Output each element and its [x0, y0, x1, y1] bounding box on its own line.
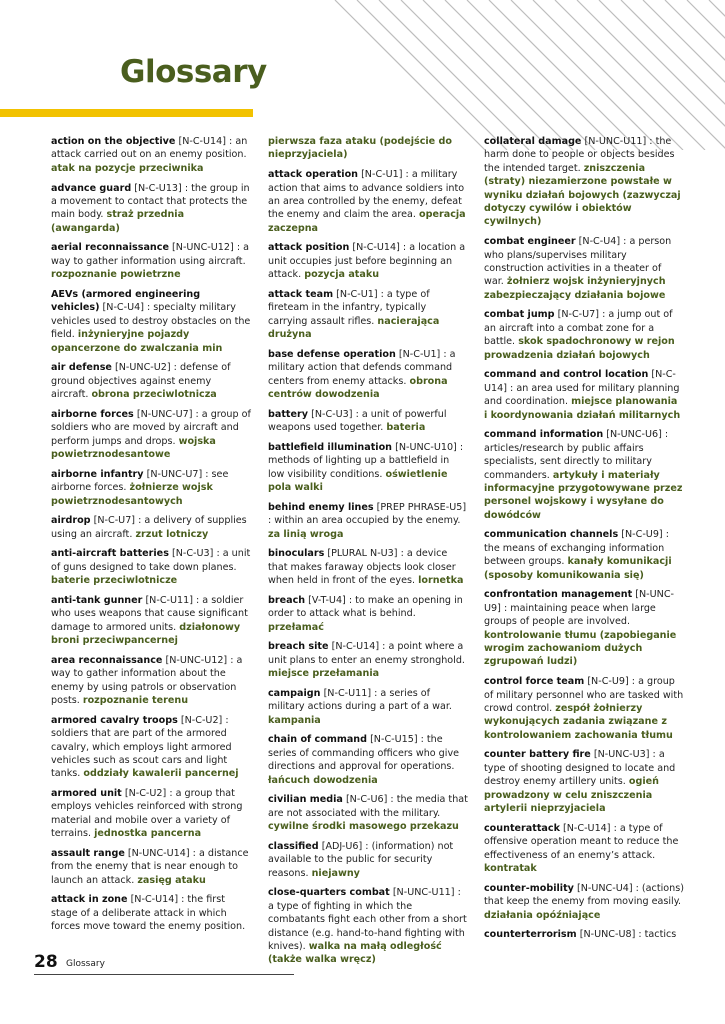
grammar-code: [PLURAL N-U3] — [327, 548, 398, 560]
grammar-code: [N-C-U3] — [311, 408, 353, 420]
glossary-term: aerial reconnaissance — [51, 242, 169, 254]
glossary-term: combat engineer — [484, 236, 576, 248]
polish-translation: zespół żołnierzy wykonujących zadania związane z kontrolowaniem zachowania tłumu — [484, 702, 673, 741]
glossary-entry — [268, 733, 468, 787]
polish-translation: rozpoznanie powietrzne — [51, 269, 181, 281]
polish-translation: niejawny — [311, 867, 360, 879]
glossary-term: airdrop — [51, 515, 91, 527]
polish-translation: oświetlenie pola walki — [268, 468, 448, 494]
glossary-term: close-quarters combat — [268, 887, 390, 899]
grammar-code: [N-UNC-U6] — [606, 429, 662, 441]
grammar-code: [N-UNC-U8] — [579, 929, 636, 941]
glossary-entry — [484, 882, 684, 922]
glossary-term: chain of command — [268, 734, 367, 746]
glossary-term: attack position — [268, 242, 350, 254]
grammar-code: [N-C-U4] — [102, 302, 144, 314]
glossary-entry — [484, 822, 684, 876]
definition: : a soldier who uses weapons that cause significant damage to armored units. — [51, 594, 248, 633]
definition: : an attack carried out on an enemy position. — [51, 136, 248, 161]
grammar-code: [N-UNC-U7] — [136, 408, 193, 420]
glossary-term: collateral damage — [484, 136, 582, 147]
definition: : a person who plans/supervises military construction activities in a theater of war. — [484, 236, 672, 288]
definition: : maintaining peace when large groups of people are involved. — [484, 602, 656, 628]
polish-translation: miejsce przełamania — [268, 668, 380, 680]
definition: : the group in a movement to contact that protects the main body. — [51, 182, 250, 221]
grammar-code: [N-C-U2] — [180, 714, 223, 726]
glossary-entry — [268, 348, 468, 402]
definition: : a unit of guns designed to take down planes. — [51, 548, 251, 573]
glossary-term: armored unit — [51, 788, 122, 800]
grammar-code: [N-C-U4] — [578, 236, 621, 248]
glossary-term: confrontation management — [484, 589, 633, 601]
definition: : a group of soldiers who are moved by aircraft and perform jumps and drops. — [51, 408, 251, 447]
glossary-entry — [484, 748, 684, 815]
polish-translation: skok spadochronowy w rejon prowadzenia działań bojowych — [484, 336, 675, 361]
glossary-entry — [268, 687, 468, 727]
glossary-entry — [484, 308, 684, 362]
glossary-entry — [51, 594, 251, 648]
grammar-code: [N-C-U7] — [93, 515, 136, 527]
definition: : a type of fighting in which the combatants fight each other from a short distance (e.g. hand-to-hand fighting with knives). — [268, 887, 467, 952]
polish-translation: wojska powietrznodesantowe — [51, 435, 216, 461]
definition: : the first stage of a deliberate attack in which forces move toward the enemy position. — [51, 894, 246, 933]
glossary-term: counter battery fire — [484, 749, 591, 761]
glossary-entry — [51, 893, 251, 933]
glossary-entry — [484, 135, 684, 229]
definition: : a military action that defends command centers from enemy attacks. — [268, 348, 456, 387]
glossary-term: base defense operation — [268, 348, 396, 360]
grammar-code: [N-UNC-U9] — [484, 589, 675, 614]
polish-translation: straż przednia (awangarda) — [51, 209, 185, 234]
glossary-entry — [51, 408, 251, 462]
glossary-entry — [268, 501, 468, 541]
definition: : articles/research by public affairs specialists, sent directly to military commanders. — [484, 429, 669, 481]
polish-translation: artykuły i materiały informacyjne przygotowywane przez personel wojskowy i wysyłane do dowódców — [484, 469, 683, 521]
glossary-entry — [268, 793, 468, 833]
definition: : the series of commanding officers who give directions and approval for operations. — [268, 734, 460, 773]
polish-translation: kampania — [268, 714, 321, 726]
polish-translation: jednostka pancerna — [94, 828, 202, 840]
glossary-column-3 — [484, 135, 684, 948]
polish-translation: działania opóźniające — [484, 909, 601, 921]
definition: : (information) not available to the public for security reasons. — [268, 840, 454, 879]
grammar-code: [N-C-U11] — [145, 594, 193, 606]
glossary-term: breach site — [268, 641, 329, 653]
grammar-code: [N-C-U11] — [323, 687, 372, 699]
glossary-entry — [268, 288, 468, 342]
glossary-entry — [51, 468, 251, 508]
definition: : a way to gather information about the enemy by using patrols or observation posts. — [51, 654, 243, 706]
glossary-entry — [268, 168, 468, 235]
definition: : defense of ground objectives against enemy aircraft. — [51, 362, 231, 401]
polish-translation: obrona centrów dowodzenia — [268, 375, 448, 401]
glossary-column-1 — [51, 135, 251, 940]
definition: : a group that employs vehicles reinforced with strong material and mobile over a variety of terrains. — [51, 788, 243, 840]
glossary-entry — [268, 640, 468, 680]
definition: : a location a unit occupies just before beginning an attack. — [268, 242, 466, 281]
glossary-term: AEVs (armored engineering vehicles) — [51, 288, 201, 314]
definition: : a distance from the enemy that is near enough to launch an attack. — [51, 847, 249, 886]
grammar-code: [N-UNC-U3] — [593, 749, 650, 761]
glossary-entry — [51, 361, 251, 401]
footer-label: Glossary — [66, 959, 105, 969]
definition: : soldiers that are part of the armored cavalry, which employs light armored vehicles such as scout cars and light tanks. — [51, 714, 232, 780]
polish-translation: obrona przeciwlotnicza — [91, 389, 217, 401]
polish-translation: kontratak — [484, 862, 537, 874]
polish-translation: żołnierze wojsk powietrznodesantowych — [51, 482, 213, 507]
glossary-entry — [51, 847, 251, 887]
polish-translation: działonowy broni przeciwpancernej — [51, 621, 241, 647]
grammar-code: [N-C-U13] — [134, 182, 182, 194]
glossary-column-2 — [268, 135, 468, 973]
polish-translation: pozycja ataku — [304, 269, 380, 281]
glossary-term: battery — [268, 408, 309, 420]
definition: : within an area occupied by the enemy. — [268, 515, 461, 527]
glossary-entry — [51, 547, 251, 587]
grammar-code: [N-C-U14] — [352, 242, 400, 254]
page-title: Glossary — [120, 54, 267, 90]
glossary-entry — [51, 241, 251, 281]
glossary-entry — [268, 135, 468, 162]
definition: : a unit of powerful weapons used together. — [268, 408, 447, 434]
grammar-code: [N-C-U6] — [345, 794, 388, 806]
glossary-entry — [51, 654, 251, 708]
definition: : a type of offensive operation meant to reduce the effectiveness of an enemy’s attack. — [484, 822, 679, 861]
polish-translation: żołnierz wojsk inżynieryjnych zabezpieczający działania bojowe — [484, 276, 666, 301]
diagonal-stripes-decoration — [325, 0, 725, 150]
definition: : a series of military actions during a part of a war. — [268, 687, 452, 713]
glossary-term: command and control location — [484, 369, 649, 381]
glossary-entry — [51, 135, 251, 175]
glossary-entry — [268, 886, 468, 966]
definition: : a device that makes faraway objects look closer when held in front of the eyes. — [268, 548, 456, 587]
definition: : see airborne forces. — [51, 468, 229, 494]
definition: : the means of exchanging information between groups. — [484, 529, 669, 568]
polish-translation: łańcuch dowodzenia — [268, 774, 378, 786]
definition: : to make an opening in order to attack what is behind. — [268, 594, 463, 620]
glossary-entry — [484, 588, 684, 668]
grammar-code: [N-UNC-U12] — [165, 654, 228, 666]
grammar-code: [N-C-U1] — [398, 348, 441, 360]
glossary-term: anti-tank gunner — [51, 594, 143, 606]
glossary-entry — [51, 714, 251, 781]
definition: : a type of fireteam in the infantry, typically carrying assault rifles. — [268, 288, 430, 327]
glossary-term: armored cavalry troops — [51, 714, 178, 726]
definition: : specialty military vehicles used to destroy obstacles on the field. — [51, 302, 251, 341]
glossary-term: campaign — [268, 687, 321, 699]
glossary-entry — [51, 182, 251, 236]
polish-translation: za linią wroga — [268, 528, 344, 540]
grammar-code: [N-C-U14] — [484, 369, 676, 394]
glossary-entry — [484, 235, 684, 302]
glossary-term: civilian media — [268, 794, 343, 806]
polish-translation: kontrolowanie tłumu (zapobieganie wrogim zachowaniom dużych zgrupowań ludzi) — [484, 629, 677, 668]
definition: : a point where a unit plans to enter an enemy stronghold. — [268, 641, 465, 666]
glossary-entry — [268, 441, 468, 495]
glossary-term: communication channels — [484, 529, 619, 541]
glossary-term: assault range — [51, 847, 125, 859]
grammar-code: [N-UNC-U10] — [395, 441, 457, 453]
glossary-term: breach — [268, 594, 306, 606]
polish-translation: oddziały kawalerii pancernej — [83, 768, 239, 780]
grammar-code: [N-C-U14] — [130, 894, 179, 906]
glossary-term: classified — [268, 840, 319, 852]
grammar-code: [N-C-U14] — [331, 641, 380, 653]
glossary-term: control force team — [484, 676, 585, 688]
glossary-term: behind enemy lines — [268, 501, 374, 513]
glossary-entry — [268, 547, 468, 587]
grammar-code: [N-C-U9] — [621, 529, 663, 541]
glossary-entry — [51, 288, 251, 355]
grammar-code: [N-UNC-U12] — [172, 242, 234, 254]
polish-translation: atak na pozycje przeciwnika — [51, 162, 204, 174]
grammar-code: [N-UNC-U11] — [584, 136, 647, 147]
grammar-code: [N-C-U1] — [336, 288, 378, 300]
polish-translation: operacja zaczepna — [268, 209, 466, 234]
glossary-term: area reconnaissance — [51, 654, 163, 666]
definition: : a type of shooting designed to locate and destroy enemy artillery units. — [484, 749, 676, 788]
definition: : a delivery of supplies using an aircraft. — [51, 515, 247, 540]
polish-translation: nacierająca drużyna — [268, 315, 440, 341]
grammar-code: [ADJ-U6] — [321, 840, 363, 852]
polish-translation: pierwsza faza ataku (podejście do nieprzyjaciela) — [268, 136, 452, 161]
glossary-term: binoculars — [268, 548, 325, 560]
grammar-code: [PREP PHRASE-U5] — [376, 501, 467, 513]
grammar-code: [N-UNC-U2] — [115, 362, 171, 374]
glossary-term: action on the objective — [51, 136, 176, 147]
glossary-entry — [268, 594, 468, 634]
glossary-entry — [484, 675, 684, 742]
definition: : the harm done to people or objects besides the intended target. — [484, 136, 675, 174]
grammar-code: [N-UNC-U7] — [146, 468, 203, 480]
polish-translation: baterie przeciwlotnicze — [51, 575, 178, 587]
glossary-term: counterattack — [484, 822, 560, 834]
polish-translation: przełamać — [268, 621, 324, 633]
polish-translation: inżynieryjne pojazdy opancerzone do zwalczania min — [51, 329, 223, 354]
grammar-code: [N-C-U9] — [587, 676, 629, 688]
definition: : tactics — [638, 929, 677, 941]
polish-translation: bateria — [386, 422, 426, 434]
definition: : a group of military personnel who are tasked with crowd control. — [484, 676, 684, 714]
title-underline-bar — [0, 109, 253, 117]
grammar-code: [N-C-U7] — [557, 309, 600, 321]
definition: : a jump out of an aircraft into a combat zone for a battle. — [484, 309, 673, 348]
glossary-term: attack operation — [268, 169, 358, 181]
definition: : the media that are not associated with the military. — [268, 794, 468, 819]
glossary-term: combat jump — [484, 309, 555, 321]
polish-translation: miejsce planowania i koordynowania działań militarnych — [484, 396, 681, 421]
polish-translation: ogień prowadzony w celu zniszczenia artylerii nieprzyjaciela — [484, 776, 659, 815]
glossary-entry — [51, 514, 251, 541]
grammar-code: [V-T-U4] — [308, 594, 346, 606]
definition: : (actions) that keep the enemy from moving easily. — [484, 882, 684, 908]
definition: : a way to gather information using aircraft. — [51, 242, 249, 267]
polish-translation: zniszczenia (straty) niezamierzone powstałe w wyniku działań bojowych (zazwyczaj dotyczy cywilów i obiektów cywilnych) — [484, 162, 681, 228]
glossary-entry — [484, 368, 684, 422]
glossary-entry — [51, 787, 251, 841]
polish-translation: kanały komunikacji (sposoby komunikowania się) — [484, 556, 672, 581]
page-number: 28 — [34, 952, 58, 972]
glossary-entry — [484, 428, 684, 522]
glossary-term: attack team — [268, 288, 334, 300]
glossary-entry — [268, 840, 468, 880]
definition: : a military action that aims to advance soldiers into an area controlled by the enemy, defeat the enemy and claim the area. — [268, 169, 465, 221]
glossary-entry — [484, 928, 684, 941]
grammar-code: [N-UNC-U14] — [127, 847, 190, 859]
grammar-code: [N-C-U2] — [124, 788, 167, 800]
glossary-entry — [268, 408, 468, 435]
grammar-code: [N-C-U1] — [361, 169, 403, 181]
grammar-code: [N-C-U15] — [370, 734, 418, 746]
grammar-code: [N-C-U14] — [178, 136, 226, 147]
polish-translation: lornetka — [418, 575, 464, 587]
glossary-term: counter-mobility — [484, 882, 574, 894]
glossary-entry — [268, 241, 468, 281]
polish-translation: zasięg ataku — [137, 874, 206, 886]
glossary-entry — [484, 528, 684, 582]
grammar-code: [N-C-U14] — [563, 822, 611, 834]
definition: : methods of lighting up a battlefield in low visibility conditions. — [268, 441, 464, 480]
polish-translation: rozpoznanie terenu — [82, 695, 189, 706]
glossary-term: counterterrorism — [484, 929, 577, 941]
glossary-term: attack in zone — [51, 894, 128, 906]
polish-translation: zrzut lotniczy — [135, 528, 209, 540]
page-footer — [34, 952, 294, 975]
grammar-code: [N-UNC-U11] — [392, 887, 455, 899]
definition: : an area used for military planning and coordination. — [484, 382, 680, 408]
grammar-code: [N-C-U3] — [171, 548, 214, 560]
glossary-term: airborne infantry — [51, 468, 144, 480]
glossary-term: advance guard — [51, 182, 132, 194]
glossary-term: airborne forces — [51, 408, 134, 420]
glossary-term: air defense — [51, 362, 112, 374]
grammar-code: [N-UNC-U4] — [576, 882, 633, 894]
glossary-term: command information — [484, 429, 604, 441]
polish-translation: cywilne środki masowego przekazu — [268, 821, 459, 833]
glossary-term: battlefield illumination — [268, 441, 393, 453]
polish-translation: walka na małą odległość (także walka wręcz) — [268, 940, 442, 966]
glossary-term: anti-aircraft batteries — [51, 548, 169, 560]
